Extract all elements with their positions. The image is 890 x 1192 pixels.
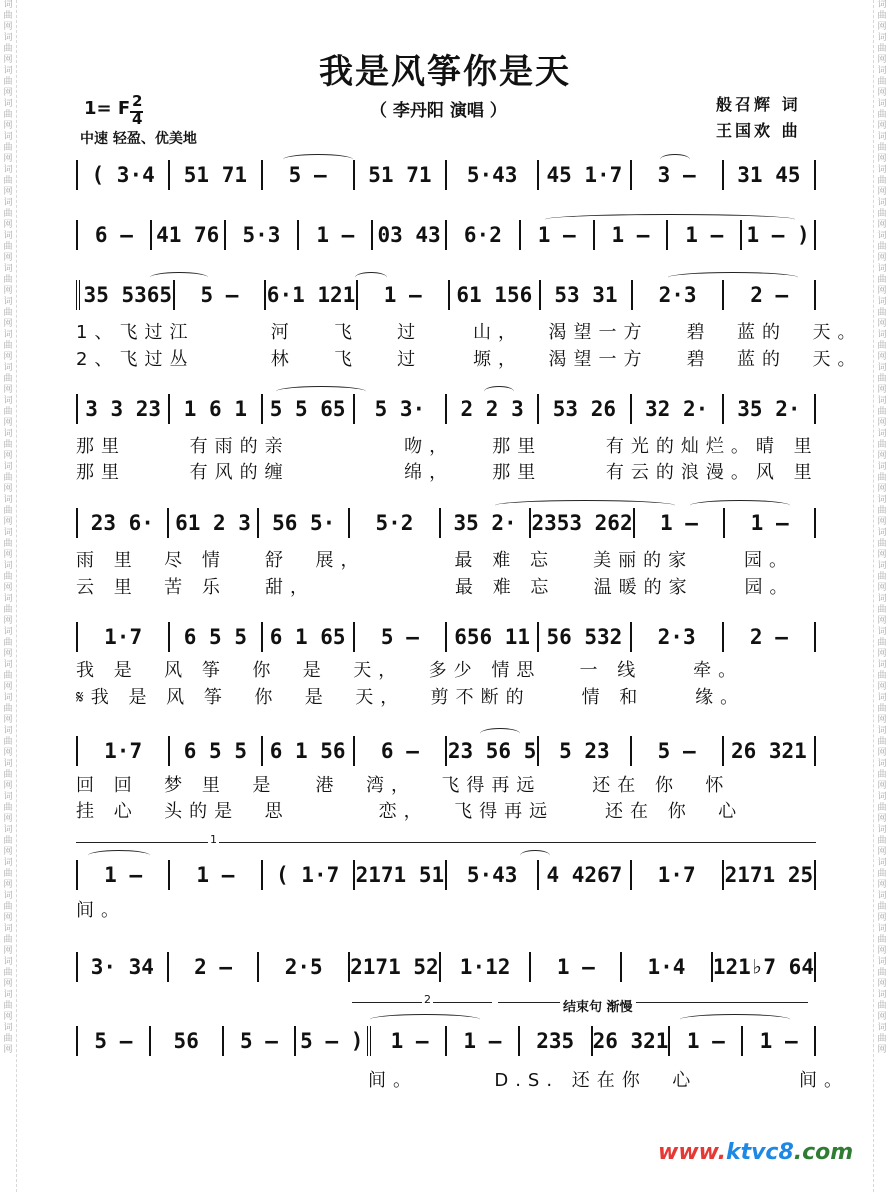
slur: [480, 728, 520, 739]
measure: 1 –: [611, 223, 650, 247]
measure: 1 –: [659, 511, 698, 535]
repeat-end-barline: [367, 1026, 374, 1056]
measure: 656 11: [454, 625, 531, 649]
measure: 2·3: [658, 283, 697, 307]
measure: 26 321: [730, 739, 807, 763]
measure: 2 –: [749, 625, 788, 649]
slur: [484, 386, 514, 397]
barline: [814, 280, 816, 310]
barline: [814, 508, 816, 538]
measure: 6 1 65: [269, 625, 346, 649]
barline: [814, 160, 816, 190]
lyric-line: 回 回 梦 里 是 港 湾， 飞得再远 还在 你 怀: [76, 775, 731, 796]
composer-credit: 王国欢 曲: [716, 121, 801, 140]
measure: 1 –: [383, 283, 422, 307]
measure: 1 –: [750, 511, 789, 535]
measure: 1 – ): [746, 223, 810, 247]
lyric-line: 那里 有风的缠 绵， 那里 有云的浪漫。风 里: [76, 462, 819, 483]
lyric-line: 间。 D.S. 还在你 心 间。: [368, 1070, 849, 1091]
slur: [150, 272, 208, 283]
lyric-line: 雨 里 尽 情 舒 展， 最 难 忘 美丽的家 园。: [76, 550, 795, 571]
slur: [668, 272, 798, 283]
measure: 5·3: [242, 223, 281, 247]
time-signature-bottom: 4: [132, 110, 143, 128]
lyric-line: 挂 心 头的是 思 恋， 飞得再远 还在 你 心: [76, 801, 744, 822]
slur: [283, 154, 353, 165]
measure: 4 4267: [546, 863, 623, 887]
measure: 1·4: [647, 955, 686, 979]
left-watermark: 词曲网词曲网词曲网词曲网词曲网词曲网词曲网词曲网词曲网词曲网词曲网词曲网词曲网词曲网词曲网词曲网词曲网词曲网词曲网词曲网词曲网词曲网词曲网词曲网词曲网词曲网词曲网词曲网词曲网词曲网词曲网词曲网: [3, 0, 13, 1055]
measure: 2171 51: [355, 863, 445, 887]
barline: [814, 860, 816, 890]
notation-row: [76, 160, 816, 190]
lyric-line: 1、飞过江 河 飞 过 山， 渴望一方 碧 蓝的 天。: [76, 322, 863, 343]
measure: 5 –: [240, 1029, 278, 1053]
measure: 3 –: [657, 163, 696, 187]
notation-row: [76, 508, 816, 538]
lyric-line: 2、飞过丛 林 飞 过 塬， 渴望一方 碧 蓝的 天。: [76, 349, 863, 370]
volta-number: 2: [424, 993, 431, 1006]
site-watermark-part: ktvc8: [725, 1140, 794, 1165]
measure: 5·43: [466, 863, 518, 887]
slur: [680, 1014, 790, 1025]
measure: 61 2 3: [175, 511, 251, 535]
slur: [495, 500, 675, 511]
site-watermark-part: www.: [658, 1140, 726, 1165]
volta-bracket-1: [76, 833, 816, 846]
time-signature-top: 2: [132, 92, 143, 110]
singer-credit: （ 李丹阳 演唱 ）: [370, 101, 507, 121]
notation-row: [76, 736, 816, 766]
measure: 2171 52: [350, 955, 439, 979]
slur: [545, 214, 795, 225]
measure: 1·12: [459, 955, 511, 979]
slur: [690, 500, 790, 511]
measure: ( 3·4: [91, 163, 155, 187]
measure: 5·2: [375, 511, 414, 535]
measure: 6 –: [380, 739, 419, 763]
measure: 51 71: [368, 163, 432, 187]
notation-row: [76, 394, 816, 424]
measure: 35 2·: [453, 511, 517, 535]
notation-row: [76, 280, 816, 310]
volta-bracket-2: [352, 993, 492, 1006]
measure: 2·3: [657, 625, 696, 649]
slur: [370, 1014, 480, 1025]
measure: 2 –: [194, 955, 232, 979]
measure: 1 –: [759, 1029, 798, 1053]
slur: [520, 850, 550, 861]
measure: 3· 34: [90, 955, 154, 979]
measure: 1·7: [104, 625, 143, 649]
volta-number: 1: [210, 833, 217, 846]
song-title: 我是风筝你是天: [319, 52, 571, 92]
lyric-line: 𝄋我 是 风 筝 你 是 天， 剪不断的 情 和 缘。: [76, 687, 746, 708]
ending-bracket: [498, 1002, 808, 1003]
measure: 6 1 56: [269, 739, 346, 763]
barline: [814, 622, 816, 652]
measure: 2 –: [750, 283, 789, 307]
measure: 32 2·: [645, 397, 709, 421]
barline: [814, 394, 816, 424]
measure: 2 2 3: [460, 397, 524, 421]
measure: 6 –: [94, 223, 133, 247]
measure: 5 3·: [374, 397, 426, 421]
key-signature: 1= F: [84, 98, 131, 119]
measure: 5 23: [559, 739, 610, 763]
measure: 53 31: [554, 283, 618, 307]
measure: 1 –: [316, 223, 355, 247]
measure: 6 5 5: [183, 739, 247, 763]
measure: 23 6·: [90, 511, 154, 535]
notation-row: [76, 952, 816, 982]
barline: [814, 952, 816, 982]
measure: 6 5 5: [183, 625, 247, 649]
measure: 5 –: [380, 625, 419, 649]
right-watermark: 词曲网词曲网词曲网词曲网词曲网词曲网词曲网词曲网词曲网词曲网词曲网词曲网词曲网词曲网词曲网词曲网词曲网词曲网词曲网词曲网词曲网词曲网词曲网词曲网词曲网词曲网词曲网词曲网词曲网词曲网词曲网词曲网: [877, 0, 887, 1055]
repeat-start-barline: [76, 280, 83, 310]
slur: [660, 154, 690, 165]
measure: 1 –: [463, 1029, 502, 1053]
measure: 5 5 65: [269, 397, 346, 421]
measure: 1 –: [556, 955, 595, 979]
measure: 56 5·: [272, 511, 336, 535]
measure: 5 – ): [300, 1029, 364, 1053]
notation-row: [76, 1026, 816, 1056]
measure: 6·1 121: [266, 283, 356, 307]
measure: 1 –: [537, 223, 576, 247]
notation-row: [76, 622, 816, 652]
measure: 1·7: [104, 739, 143, 763]
lyric-line: 那里 有雨的亲 吻， 那里 有光的灿烂。晴 里: [76, 436, 819, 457]
measure: 35 5365: [83, 283, 173, 307]
lyric-line: 间。: [76, 900, 126, 921]
barline: [814, 736, 816, 766]
measure: 03 43: [377, 223, 441, 247]
tempo-marking: 中速 轻盈、优美地: [80, 131, 197, 147]
barline: [814, 220, 816, 250]
measure: 56 532: [546, 625, 623, 649]
measure: 5 –: [657, 739, 696, 763]
measure: 6·2: [463, 223, 502, 247]
slur: [355, 272, 387, 283]
right-border: [873, 0, 874, 1192]
site-watermark: [658, 1140, 853, 1165]
measure: 1 –: [686, 1029, 725, 1053]
measure: 5 –: [288, 163, 327, 187]
measure: 2171 25: [724, 863, 814, 887]
measure: 31 45: [737, 163, 801, 187]
measure: 1 –: [196, 863, 235, 887]
lyric-line: 云 里 苦 乐 甜， 最 难 忘 温暖的家 园。: [76, 577, 795, 598]
measure: 121♭7 64: [712, 955, 814, 979]
measure: 45 1·7: [546, 163, 623, 187]
measure: 51 71: [183, 163, 247, 187]
measure: 1·7: [657, 863, 696, 887]
lyricist-credit: 般召辉 词: [716, 95, 801, 114]
measure: 1 –: [685, 223, 724, 247]
lyric-line: 我 是 风 筝 你 是 天， 多少 情思 一 线 牵。: [76, 660, 744, 681]
measure: 5 –: [200, 283, 239, 307]
site-watermark-part: .com: [793, 1140, 854, 1165]
measure: 1 –: [390, 1029, 429, 1053]
left-border: [16, 0, 17, 1192]
measure: ( 1·7: [276, 863, 340, 887]
measure: 35 2·: [737, 397, 801, 421]
measure: 2·5: [284, 955, 323, 979]
slur: [276, 386, 366, 397]
measure: 3 3 23: [85, 397, 162, 421]
measure: 2353 262: [531, 511, 633, 535]
measure: 61 156: [456, 283, 533, 307]
measure: 5 –: [94, 1029, 133, 1053]
measure: 1 6 1: [183, 397, 247, 421]
measure: 53 26: [552, 397, 616, 421]
measure: 23 56 5: [447, 739, 537, 763]
measure: 5·43: [466, 163, 518, 187]
measure: 41 76: [156, 223, 220, 247]
slur: [88, 850, 150, 861]
measure: 26 321: [592, 1029, 669, 1053]
measure: 56: [173, 1029, 199, 1053]
measure: 1 –: [104, 863, 143, 887]
ending-label: 结束句 渐慢: [560, 996, 636, 1015]
notation-row: [76, 860, 816, 890]
measure: 235: [536, 1029, 575, 1053]
barline: [814, 1026, 816, 1056]
